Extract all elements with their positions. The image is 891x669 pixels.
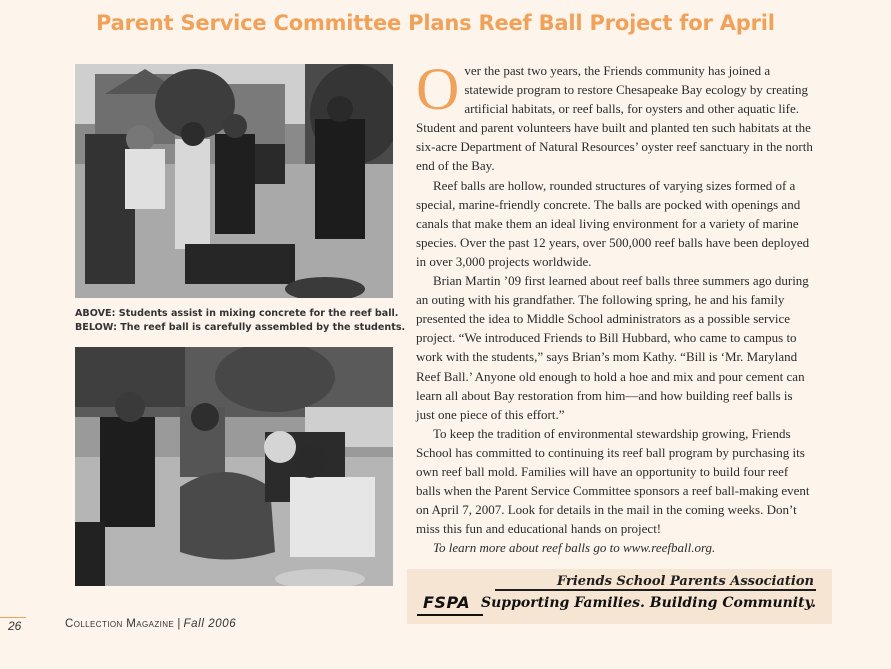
article-paragraph-1-text: ver the past two years, the Friends community has joined a statewide program to restore Chesapeake Bay ecology by creating artificial habitats, or reef balls, for oysters and other aquatic life. Student and parent volunteers have built and planted ten such habitats at the six-acre Department of Natural Resources’ oyster reef sanctuary in the north end of the Bay.	[416, 63, 813, 174]
photo-students-assembling-reef-ball	[75, 347, 393, 586]
fspa-banner	[407, 569, 832, 624]
banner-divider	[495, 589, 816, 591]
fspa-logo-underline	[417, 614, 483, 616]
article-body	[416, 56, 814, 557]
caption-below: BELOW: The reef ball is carefully assembled by the students.	[75, 321, 406, 333]
page-number: 26	[8, 619, 22, 633]
photo-top-image	[75, 64, 393, 298]
photo-students-mixing-concrete	[75, 64, 393, 298]
caption-above: ABOVE: Students assist in mixing concrete for the reef ball.	[75, 308, 399, 319]
article-paragraph-3: Brian Martin ’09 first learned about reef balls three summers ago during an outing with his grandfather. The following spring, he and his family presented the idea to Middle School administrators as a possible service project. “We introduced Friends to Bill Hubbard, who came to campus to work with the students,” says Brian’s mom Kathy. “Bill is ‘Mr. Maryland Reef Ball.’ Anyone old enough to hold a hoe and mix and pour cement can learn all about Bay restoration from him—and how building reef balls is just one piece of this effort.”	[416, 273, 809, 422]
fspa-logo: FSPA	[423, 593, 471, 612]
photo-captions	[75, 307, 406, 334]
drop-cap: O	[416, 56, 460, 122]
banner-association-name: Friends School Parents Association	[556, 574, 814, 589]
article-closing-link-line: To learn more about reef balls go to www.reefball.org.	[433, 540, 716, 556]
banner-tagline: Supporting Families. Building Community.	[480, 595, 816, 611]
footer-accent-rule	[0, 617, 26, 618]
article-paragraph-1	[416, 56, 814, 176]
headline: Parent Service Committee Plans Reef Ball Project for April	[96, 11, 775, 35]
footer-separator: |	[177, 618, 181, 630]
publication-name: Collection Magazine	[65, 618, 175, 630]
article-paragraph-2: Reef balls are hollow, rounded structures of varying sizes formed of a special, marine-friendly concrete. The balls are pocked with openings and canals that make them an ideal living environment for a variety of marine species. Over the past 12 years, over 500,000 reef balls have been deployed in over 3,000 projects worldwide.	[416, 177, 810, 269]
issue-date: Fall 2006	[183, 618, 237, 630]
article-paragraph-4: To keep the tradition of environmental stewardship growing, Friends School has committed to continuing its reef ball program by purchasing its own reef ball mold. Families will have an opportunity to build four reef balls when the Parent Service Committee sponsors a reef ball-making event on April 7, 2007. Look for details in the mail in the coming weeks. Don’t miss this fun and educational hands on project!	[416, 425, 810, 537]
footer-publication-line	[65, 618, 236, 630]
photo-bottom-image	[75, 347, 393, 586]
